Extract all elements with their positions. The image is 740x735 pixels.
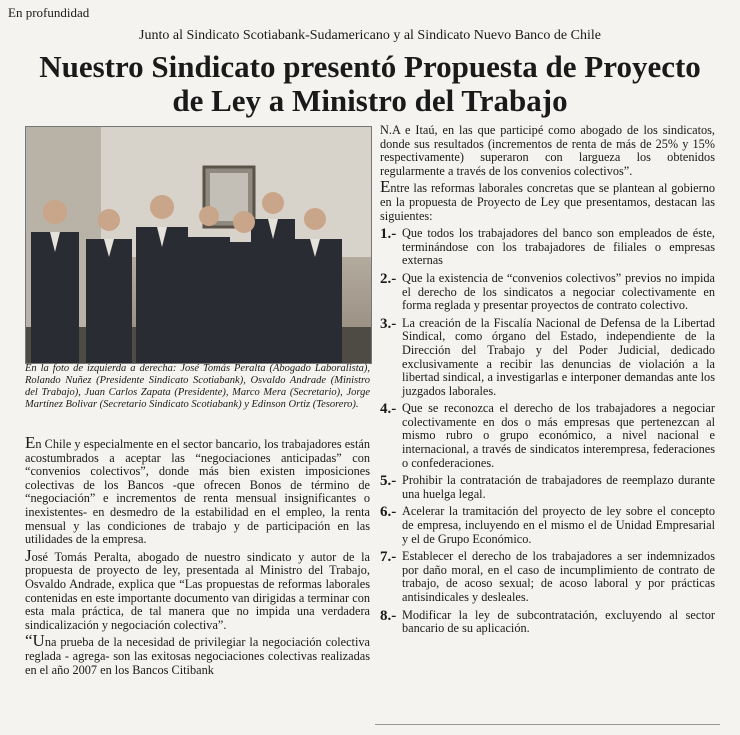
- item-text: La creación de la Fiscalía Nacional de Defensa de la Libertad Sindical, como órgano del Estado, independiente de la Dirección del Trabajo y del Poder Judicial, dedicado exclusivamente a recibir las denuncias de violación a la libertad sindical, a investigarlas e interponer demandas ante los juzgados laborales.: [402, 315, 715, 398]
- group-photo: [25, 126, 372, 364]
- item-text: Prohibir la contratación de trabajadores de reemplazo durante una huelga legal.: [402, 473, 715, 501]
- initial-letter: “U: [25, 631, 45, 651]
- intro-text: ntre las reformas laborales concretas que se plantean al gobierno en la propuesta de Proyecto de Ley que presentamos, destacan las siguientes:: [380, 181, 715, 223]
- initial-letter: E: [380, 177, 391, 197]
- item-number: 5.-: [380, 473, 397, 490]
- right-column: [380, 124, 715, 640]
- item-text: Que la existencia de “convenios colectivos” previos no impida el derecho de los sindicatos a negociar colectivamente en forma reglada y presentar proyectos de contrato colectivo.: [402, 270, 715, 313]
- kicker: Junto al Sindicato Scotiabank-Sudamericano y al Sindicato Nuevo Banco de Chile: [139, 28, 601, 43]
- item-number: 4.-: [380, 401, 397, 418]
- item-number: 2.-: [380, 270, 397, 287]
- headline-line-2: de Ley a Ministro del Trabajo: [172, 83, 568, 118]
- item-text: Acelerar la tramitación del proyecto de ley sobre el concepto de empresa, incluyendo en el mismo el de Unidad Empresarial y el de Grupo Económico.: [402, 504, 715, 546]
- paragraph-3: [25, 631, 370, 677]
- item-number: 1.-: [380, 226, 397, 243]
- section-label: En profundidad: [8, 5, 90, 20]
- paragraph-1: [25, 433, 370, 547]
- item-text: Modificar la ley de subcontratación, excluyendo al sector bancario de su aplicación.: [402, 607, 715, 636]
- paragraph-3-text: na prueba de la necesidad de privilegiar la negociación colectiva reglada - agrega- son las exitosas negociaciones colectivas realizadas en el año 2007 en los Bancos Citibank: [25, 635, 370, 677]
- list-item: [380, 227, 715, 268]
- list-item: [380, 505, 715, 546]
- item-number: 3.-: [380, 315, 397, 332]
- left-column: [25, 433, 370, 681]
- list-item: [380, 609, 715, 636]
- initial-letter: J: [25, 545, 32, 565]
- item-text: Que todos los trabajadores del banco son empleados de éste, terminándose con los trabajadores de filiales o empresas externas: [402, 226, 715, 268]
- list-item: [380, 550, 715, 604]
- paragraph-2: [25, 545, 370, 633]
- paragraph-1-text: n Chile y especialmente en el sector bancario, los trabajadores están acostumbrados a aceptar las “negociaciones anticipadas” con “convenios colectivos”, donde más bien existen imposiciones colectivas de los Bancos -que ofrecen Bonos de término de “negociación” e incrementos de renta mensual insignificantes o inexistentes- en desmedro de la estabilidad en el empleo, la renta mensual y las condiciones de trabajo y de participación en las utilidades de la empresa.: [25, 437, 370, 547]
- paragraph-2-text: osé Tomás Peralta, abogado de nuestro sindicato y autor de la propuesta de proyecto de ley, presentada al Ministro del Trabajo, Osvaldo Andrade, explica que “Las propuestas de reformas laborales contenidas en este importante documento van dirigidas a terminar con esta mala práctica, de tal manera que no impida una verdadera sindicalización y negociación colectiva”.: [25, 549, 370, 632]
- item-number: 8.-: [380, 607, 397, 624]
- list-item: [380, 474, 715, 501]
- bottom-rule: [375, 724, 720, 725]
- list-item: [380, 272, 715, 313]
- continuation-paragraph: N.A e Itaú, en las que participé como abogado de los sindicatos, donde sus resultados (incrementos de renta de más de 25% y 15% respectivamente) superaron con largueza los obtenidos regularmente a través de los convenios colectivos”.: [380, 123, 715, 178]
- headline: [0, 50, 740, 118]
- headline-line-1: Nuestro Sindicato presentó Propuesta de Proyecto: [39, 49, 701, 84]
- intro-paragraph: [380, 177, 715, 223]
- list-item: [380, 317, 715, 399]
- initial-letter: E: [25, 433, 36, 452]
- item-text: Que se reconozca el derecho de los trabajadores a negociar colectivamente en dos o más empresas que pertenezcan al mismo rubro o grupo económico, a nivel nacional e internacional, a través de sindicatos interempresa, federaciones o confederaciones.: [402, 401, 715, 470]
- photo-caption: En la foto de izquierda a derecha: José Tomás Peralta (Abogado Laboralista), Rolando Nuñez (Presidente Sindicato Scotiabank), Osvaldo Andrade (Ministro del Trabajo), Juan Carlos Zapata (Presidente), Marco Mera (Secretario), Jorge Martínez Bolivar (Secretario Sindicato Scotiabank) y Edinson Ortiz (Tesorero).: [25, 363, 370, 410]
- item-text: Establecer el derecho de los trabajadores a ser indemnizados por daño moral, en el caso de incumplimiento de contrato de trabajo, de acoso sexual; de acoso laboral y por prácticas antisindicales y desleales.: [402, 549, 715, 604]
- item-number: 6.-: [380, 504, 397, 521]
- list-item: [380, 402, 715, 470]
- item-number: 7.-: [380, 549, 397, 566]
